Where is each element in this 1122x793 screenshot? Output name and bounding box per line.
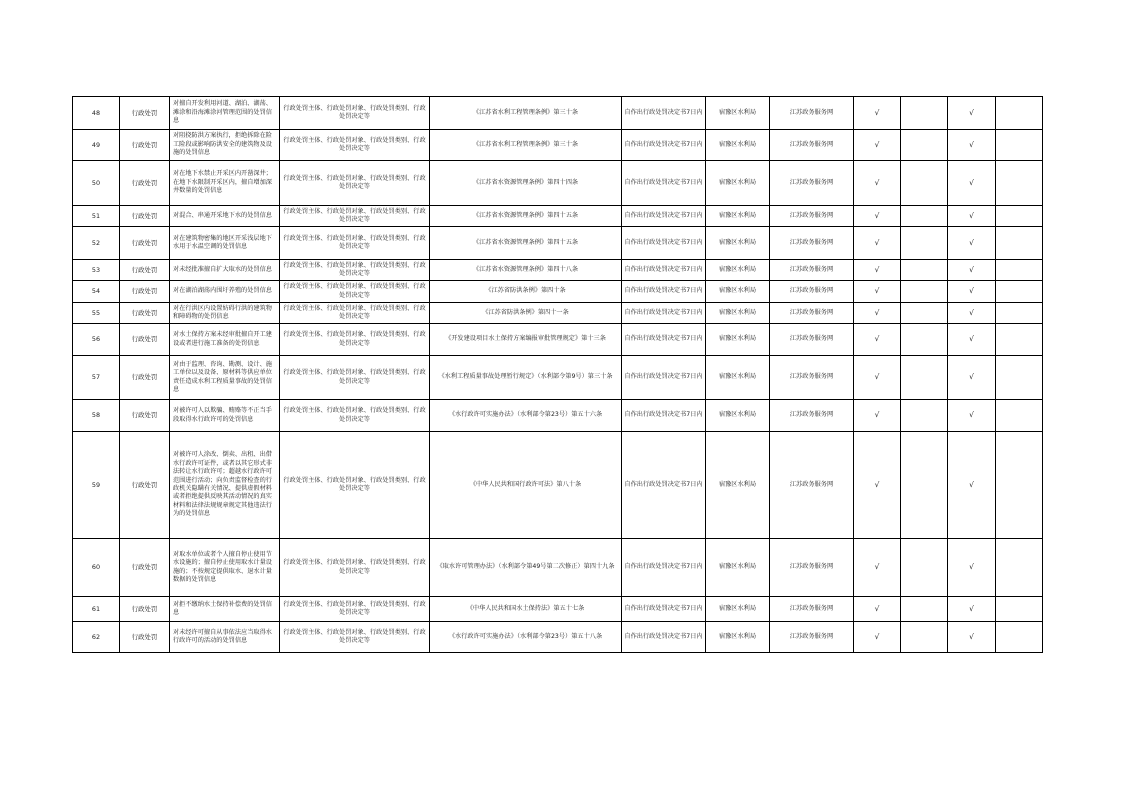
- checkmark-cell: √: [854, 281, 901, 303]
- checkmark-cell: √: [854, 227, 901, 260]
- row-number-cell: 59: [73, 432, 120, 539]
- checkmark-cell: √: [948, 260, 996, 281]
- platform-cell: 江苏政务服务网: [770, 432, 854, 539]
- item-description-cell: 对未经许可擅自从事依法应当取得水行政许可的活动的处罚信息: [170, 622, 280, 653]
- time-limit-cell: 自作出行政处罚决定书7日内: [622, 130, 706, 161]
- legal-basis-cell: 《开发建设项目水土保持方案编报审批管理规定》第十三条: [430, 324, 622, 356]
- empty-cell: [901, 281, 948, 303]
- empty-cell: [996, 597, 1043, 622]
- row-number-cell: 55: [73, 303, 120, 324]
- checkmark-cell: √: [948, 356, 996, 400]
- table-row: [73, 161, 1043, 206]
- table-row: [73, 622, 1043, 653]
- item-description-cell: 对被许可人以欺骗、贿赂等不正当手段取得水行政许可的处罚信息: [170, 400, 280, 432]
- checkmark-cell: √: [948, 227, 996, 260]
- empty-cell: [901, 303, 948, 324]
- table-row: [73, 303, 1043, 324]
- platform-cell: 江苏政务服务网: [770, 356, 854, 400]
- empty-cell: [901, 324, 948, 356]
- empty-cell: [996, 432, 1043, 539]
- legal-basis-cell: 《江苏省水资源管理条例》第四十五条: [430, 206, 622, 227]
- platform-cell: 江苏政务服务网: [770, 260, 854, 281]
- category-cell: 行政处罚: [120, 324, 170, 356]
- time-limit-cell: 自作出行政处罚决定书7日内: [622, 432, 706, 539]
- department-cell: 宿豫区水利局: [706, 324, 770, 356]
- empty-cell: [901, 597, 948, 622]
- category-cell: 行政处罚: [120, 281, 170, 303]
- disclosure-content-cell: 行政处罚主体、行政处罚对象、行政处罚类别、行政处罚决定等: [280, 356, 430, 400]
- empty-cell: [996, 303, 1043, 324]
- disclosure-content-cell: 行政处罚主体、行政处罚对象、行政处罚类别、行政处罚决定等: [280, 539, 430, 597]
- legal-basis-cell: 《江苏省水资源管理条例》第四十四条: [430, 161, 622, 206]
- row-number-cell: 61: [73, 597, 120, 622]
- item-description-cell: 对在地下水禁止开采区内开凿深井；在地下水限制开采区内，擅自增加深井数量的处罚信息: [170, 161, 280, 206]
- legal-basis-cell: 《江苏省水资源管理条例》第四十八条: [430, 260, 622, 281]
- table-row: [73, 130, 1043, 161]
- disclosure-content-cell: 行政处罚主体、行政处罚对象、行政处罚类别、行政处罚决定等: [280, 130, 430, 161]
- category-cell: 行政处罚: [120, 432, 170, 539]
- item-description-cell: 对擅自开发利用河道、湖泊、湖荡、滩涂和沿海滩涂河管理范围的处罚信息: [170, 97, 280, 130]
- department-cell: 宿豫区水利局: [706, 206, 770, 227]
- checkmark-cell: √: [854, 432, 901, 539]
- department-cell: 宿豫区水利局: [706, 227, 770, 260]
- platform-cell: 江苏政务服务网: [770, 597, 854, 622]
- time-limit-cell: 自作出行政处罚决定书7日内: [622, 161, 706, 206]
- checkmark-cell: √: [948, 206, 996, 227]
- department-cell: 宿豫区水利局: [706, 356, 770, 400]
- empty-cell: [996, 97, 1043, 130]
- checkmark-cell: √: [948, 161, 996, 206]
- department-cell: 宿豫区水利局: [706, 597, 770, 622]
- empty-cell: [996, 356, 1043, 400]
- table-row: [73, 539, 1043, 597]
- table-row: [73, 260, 1043, 281]
- legal-basis-cell: 《取水许可管理办法》（水利部令第49号第二次修正）第四十九条: [430, 539, 622, 597]
- row-number-cell: 49: [73, 130, 120, 161]
- item-description-cell: 对水土保持方案未经审批擅自开工建设或者进行施工准备的处罚信息: [170, 324, 280, 356]
- row-number-cell: 51: [73, 206, 120, 227]
- item-description-cell: 对取水单位或者个人擅自停止使用节水设施的；擅自停止使用取水计量设施的；不按规定提供取水、退水计量数据的处罚信息: [170, 539, 280, 597]
- checkmark-cell: √: [854, 161, 901, 206]
- empty-cell: [996, 227, 1043, 260]
- empty-cell: [996, 161, 1043, 206]
- disclosure-content-cell: 行政处罚主体、行政处罚对象、行政处罚类别、行政处罚决定等: [280, 281, 430, 303]
- checkmark-cell: √: [854, 400, 901, 432]
- platform-cell: 江苏政务服务网: [770, 324, 854, 356]
- table-row: [73, 324, 1043, 356]
- time-limit-cell: 自作出行政处罚决定书7日内: [622, 97, 706, 130]
- time-limit-cell: 自作出行政处罚决定书7日内: [622, 539, 706, 597]
- department-cell: 宿豫区水利局: [706, 130, 770, 161]
- row-number-cell: 58: [73, 400, 120, 432]
- department-cell: 宿豫区水利局: [706, 97, 770, 130]
- row-number-cell: 57: [73, 356, 120, 400]
- empty-cell: [996, 324, 1043, 356]
- row-number-cell: 50: [73, 161, 120, 206]
- empty-cell: [901, 97, 948, 130]
- department-cell: 宿豫区水利局: [706, 161, 770, 206]
- table-row: [73, 206, 1043, 227]
- time-limit-cell: 自作出行政处罚决定书7日内: [622, 227, 706, 260]
- empty-cell: [901, 227, 948, 260]
- checkmark-cell: √: [948, 281, 996, 303]
- platform-cell: 江苏政务服务网: [770, 227, 854, 260]
- checkmark-cell: √: [948, 432, 996, 539]
- table-row: [73, 597, 1043, 622]
- item-description-cell: 对在行洪区内设置妨碍行洪的建筑物和障碍物的处罚信息: [170, 303, 280, 324]
- table-row: [73, 356, 1043, 400]
- department-cell: 宿豫区水利局: [706, 432, 770, 539]
- disclosure-content-cell: 行政处罚主体、行政处罚对象、行政处罚类别、行政处罚决定等: [280, 227, 430, 260]
- time-limit-cell: 自作出行政处罚决定书7日内: [622, 281, 706, 303]
- category-cell: 行政处罚: [120, 161, 170, 206]
- category-cell: 行政处罚: [120, 622, 170, 653]
- time-limit-cell: 自作出行政处罚决定书7日内: [622, 622, 706, 653]
- row-number-cell: 60: [73, 539, 120, 597]
- empty-cell: [996, 622, 1043, 653]
- category-cell: 行政处罚: [120, 597, 170, 622]
- empty-cell: [901, 260, 948, 281]
- empty-cell: [996, 281, 1043, 303]
- department-cell: 宿豫区水利局: [706, 281, 770, 303]
- disclosure-content-cell: 行政处罚主体、行政处罚对象、行政处罚类别、行政处罚决定等: [280, 303, 430, 324]
- checkmark-cell: √: [948, 324, 996, 356]
- checkmark-cell: √: [854, 97, 901, 130]
- platform-cell: 江苏政务服务网: [770, 97, 854, 130]
- disclosure-content-cell: 行政处罚主体、行政处罚对象、行政处罚类别、行政处罚决定等: [280, 260, 430, 281]
- checkmark-cell: √: [854, 324, 901, 356]
- disclosure-content-cell: 行政处罚主体、行政处罚对象、行政处罚类别、行政处罚决定等: [280, 324, 430, 356]
- table-row: [73, 400, 1043, 432]
- checkmark-cell: √: [948, 400, 996, 432]
- checkmark-cell: √: [854, 206, 901, 227]
- platform-cell: 江苏政务服务网: [770, 161, 854, 206]
- legal-basis-cell: 《水行政许可实施办法》（水利部令第23号）第五十六条: [430, 400, 622, 432]
- platform-cell: 江苏政务服务网: [770, 303, 854, 324]
- disclosure-content-cell: 行政处罚主体、行政处罚对象、行政处罚类别、行政处罚决定等: [280, 622, 430, 653]
- checkmark-cell: √: [948, 97, 996, 130]
- empty-cell: [901, 432, 948, 539]
- disclosure-content-cell: 行政处罚主体、行政处罚对象、行政处罚类别、行政处罚决定等: [280, 432, 430, 539]
- platform-cell: 江苏政务服务网: [770, 539, 854, 597]
- item-description-cell: 对未经批准擅自扩大取水的处罚信息: [170, 260, 280, 281]
- empty-cell: [901, 130, 948, 161]
- department-cell: 宿豫区水利局: [706, 539, 770, 597]
- disclosure-content-cell: 行政处罚主体、行政处罚对象、行政处罚类别、行政处罚决定等: [280, 206, 430, 227]
- empty-cell: [901, 161, 948, 206]
- platform-cell: 江苏政务服务网: [770, 281, 854, 303]
- time-limit-cell: 自作出行政处罚决定书7日内: [622, 206, 706, 227]
- time-limit-cell: 自作出行政处罚决定书7日内: [622, 260, 706, 281]
- table-row: [73, 97, 1043, 130]
- category-cell: 行政处罚: [120, 260, 170, 281]
- category-cell: 行政处罚: [120, 356, 170, 400]
- checkmark-cell: √: [948, 130, 996, 161]
- checkmark-cell: √: [854, 303, 901, 324]
- legal-basis-cell: 《中华人民共和国水土保持法》第五十七条: [430, 597, 622, 622]
- row-number-cell: 48: [73, 97, 120, 130]
- checkmark-cell: √: [854, 356, 901, 400]
- category-cell: 行政处罚: [120, 206, 170, 227]
- platform-cell: 江苏政务服务网: [770, 400, 854, 432]
- department-cell: 宿豫区水利局: [706, 622, 770, 653]
- department-cell: 宿豫区水利局: [706, 260, 770, 281]
- item-description-cell: 对混合、串通开采地下水的处罚信息: [170, 206, 280, 227]
- time-limit-cell: 自作出行政处罚决定书7日内: [622, 324, 706, 356]
- checkmark-cell: √: [854, 130, 901, 161]
- disclosure-content-cell: 行政处罚主体、行政处罚对象、行政处罚类别、行政处罚决定等: [280, 97, 430, 130]
- checkmark-cell: √: [854, 597, 901, 622]
- empty-cell: [996, 206, 1043, 227]
- empty-cell: [901, 539, 948, 597]
- checkmark-cell: √: [948, 303, 996, 324]
- empty-cell: [996, 539, 1043, 597]
- empty-cell: [901, 206, 948, 227]
- platform-cell: 江苏政务服务网: [770, 622, 854, 653]
- table-body: [73, 97, 1043, 653]
- checkmark-cell: √: [854, 260, 901, 281]
- row-number-cell: 53: [73, 260, 120, 281]
- disclosure-table: [72, 96, 1043, 653]
- row-number-cell: 54: [73, 281, 120, 303]
- item-description-cell: 对在建筑物密集的地区开采浅层地下水用于水温空调的处罚信息: [170, 227, 280, 260]
- empty-cell: [901, 622, 948, 653]
- checkmark-cell: √: [948, 539, 996, 597]
- legal-basis-cell: 《江苏省防洪条例》第四十条: [430, 281, 622, 303]
- time-limit-cell: 自作出行政处罚决定书7日内: [622, 303, 706, 324]
- category-cell: 行政处罚: [120, 539, 170, 597]
- platform-cell: 江苏政务服务网: [770, 206, 854, 227]
- item-description-cell: 对被许可人涂改、倒卖、出租、出借水行政许可证件，或者以其它形式非法转让水行政许可；超越水行政许可范围进行活动；向负责监督检查的行政机关隐瞒有关情况、提供虚假材料或者拒绝提供反映其活动情况的真实材料和法律法规规章规定其他违法行为的处罚信息: [170, 432, 280, 539]
- disclosure-content-cell: 行政处罚主体、行政处罚对象、行政处罚类别、行政处罚决定等: [280, 400, 430, 432]
- empty-cell: [996, 260, 1043, 281]
- row-number-cell: 52: [73, 227, 120, 260]
- legal-basis-cell: 《中华人民共和国行政许可法》第八十条: [430, 432, 622, 539]
- empty-cell: [996, 400, 1043, 432]
- checkmark-cell: √: [948, 622, 996, 653]
- platform-cell: 江苏政务服务网: [770, 130, 854, 161]
- legal-basis-cell: 《江苏省水利工程管理条例》第三十条: [430, 97, 622, 130]
- item-description-cell: 对在湖泊湖荡内围圩养殖的处罚信息: [170, 281, 280, 303]
- empty-cell: [901, 400, 948, 432]
- table-row: [73, 281, 1043, 303]
- disclosure-content-cell: 行政处罚主体、行政处罚对象、行政处罚类别、行政处罚决定等: [280, 161, 430, 206]
- checkmark-cell: √: [854, 539, 901, 597]
- time-limit-cell: 自作出行政处罚决定书7日内: [622, 597, 706, 622]
- legal-basis-cell: 《水利工程质量事故处理暂行规定》（水利部令第9号）第三十条: [430, 356, 622, 400]
- time-limit-cell: 自作出行政处罚决定书7日内: [622, 400, 706, 432]
- category-cell: 行政处罚: [120, 400, 170, 432]
- time-limit-cell: 自作出行政处罚决定书7日内: [622, 356, 706, 400]
- legal-basis-cell: 《江苏省防洪条例》第四十一条: [430, 303, 622, 324]
- category-cell: 行政处罚: [120, 227, 170, 260]
- row-number-cell: 56: [73, 324, 120, 356]
- category-cell: 行政处罚: [120, 97, 170, 130]
- category-cell: 行政处罚: [120, 303, 170, 324]
- disclosure-content-cell: 行政处罚主体、行政处罚对象、行政处罚类别、行政处罚决定等: [280, 597, 430, 622]
- department-cell: 宿豫区水利局: [706, 400, 770, 432]
- item-description-cell: 对阻挠防洪方案执行，拒绝拆除在险工险段或影响防洪安全的建筑物及设施的处罚信息: [170, 130, 280, 161]
- table-row: [73, 227, 1043, 260]
- category-cell: 行政处罚: [120, 130, 170, 161]
- empty-cell: [996, 130, 1043, 161]
- legal-basis-cell: 《水行政许可实施办法》（水利部令第23号）第五十八条: [430, 622, 622, 653]
- item-description-cell: 对拒不缴纳水土保持补偿费的处罚信息: [170, 597, 280, 622]
- item-description-cell: 对由于监理、咨询、勘测、设计、施工单位以及设备、原材料等供应单位责任造成水利工程质量事故的处罚信息: [170, 356, 280, 400]
- empty-cell: [901, 356, 948, 400]
- checkmark-cell: √: [948, 597, 996, 622]
- row-number-cell: 62: [73, 622, 120, 653]
- legal-basis-cell: 《江苏省水资源管理条例》第四十五条: [430, 227, 622, 260]
- legal-basis-cell: 《江苏省水利工程管理条例》第三十条: [430, 130, 622, 161]
- department-cell: 宿豫区水利局: [706, 303, 770, 324]
- table-row: [73, 432, 1043, 539]
- checkmark-cell: √: [854, 622, 901, 653]
